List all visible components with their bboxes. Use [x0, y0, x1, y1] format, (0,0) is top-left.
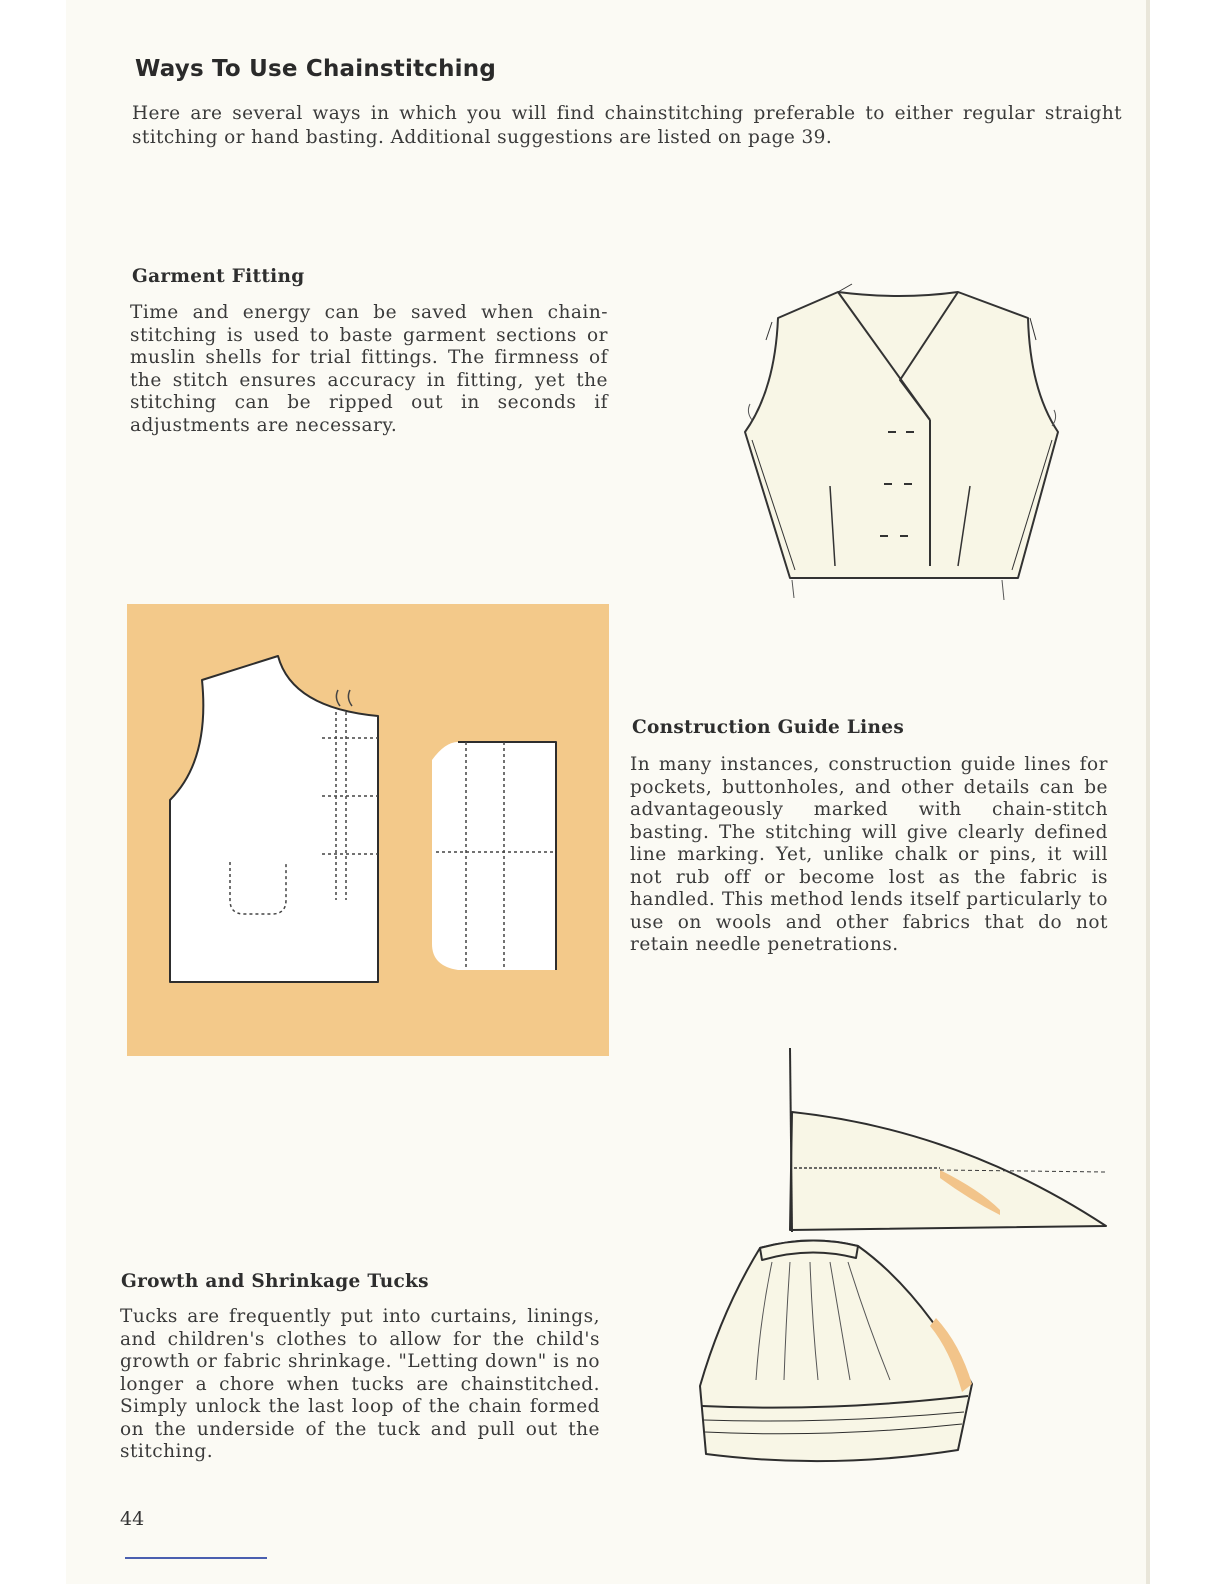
heading-growth-shrinkage-tucks: Growth and Shrinkage Tucks [121, 1271, 429, 1292]
bottom-rule [125, 1557, 267, 1559]
intro-paragraph: Here are several ways in which you will find chainstitching preferable to either regular straight stitching or hand basting. Additional suggestions are listed on page 39. [132, 103, 1122, 148]
body-garment-fitting: Time and energy can be saved when chain-stitching is used to baste garment sections or muslin shells for trial fittings. The firmness of the stitch ensures accuracy in fitting, yet the stitching can be ripped out in seconds if adjustments are necessary. [130, 302, 608, 436]
body-growth-shrinkage-tucks: Tucks are frequently put into curtains, linings, and children's clothes to allow for the child's growth or fabric shrinkage. "Letting down" is no longer a chore when tucks are chainstitched. Simply unlock the last loop of the chain formed on the underside of the tuck and pull out the stitching. [120, 1306, 600, 1462]
heading-construction-guide-lines: Construction Guide Lines [632, 717, 905, 738]
page-number: 44 [120, 1508, 145, 1530]
body-construction-guide-lines: In many instances, construction guide lines for pockets, buttonholes, and other details can be advantageously marked with chain-stitch basting. The stitching will give clearly defined line marking. Yet, unlike chalk or pins, it will not rub off or become lost as the fabric is handled. This method lends itself particularly to use on wools and other fabrics that do not retain needle penetrations. [630, 754, 1108, 955]
page-title: Ways To Use Chainstitching [135, 56, 496, 82]
heading-garment-fitting: Garment Fitting [132, 266, 305, 287]
